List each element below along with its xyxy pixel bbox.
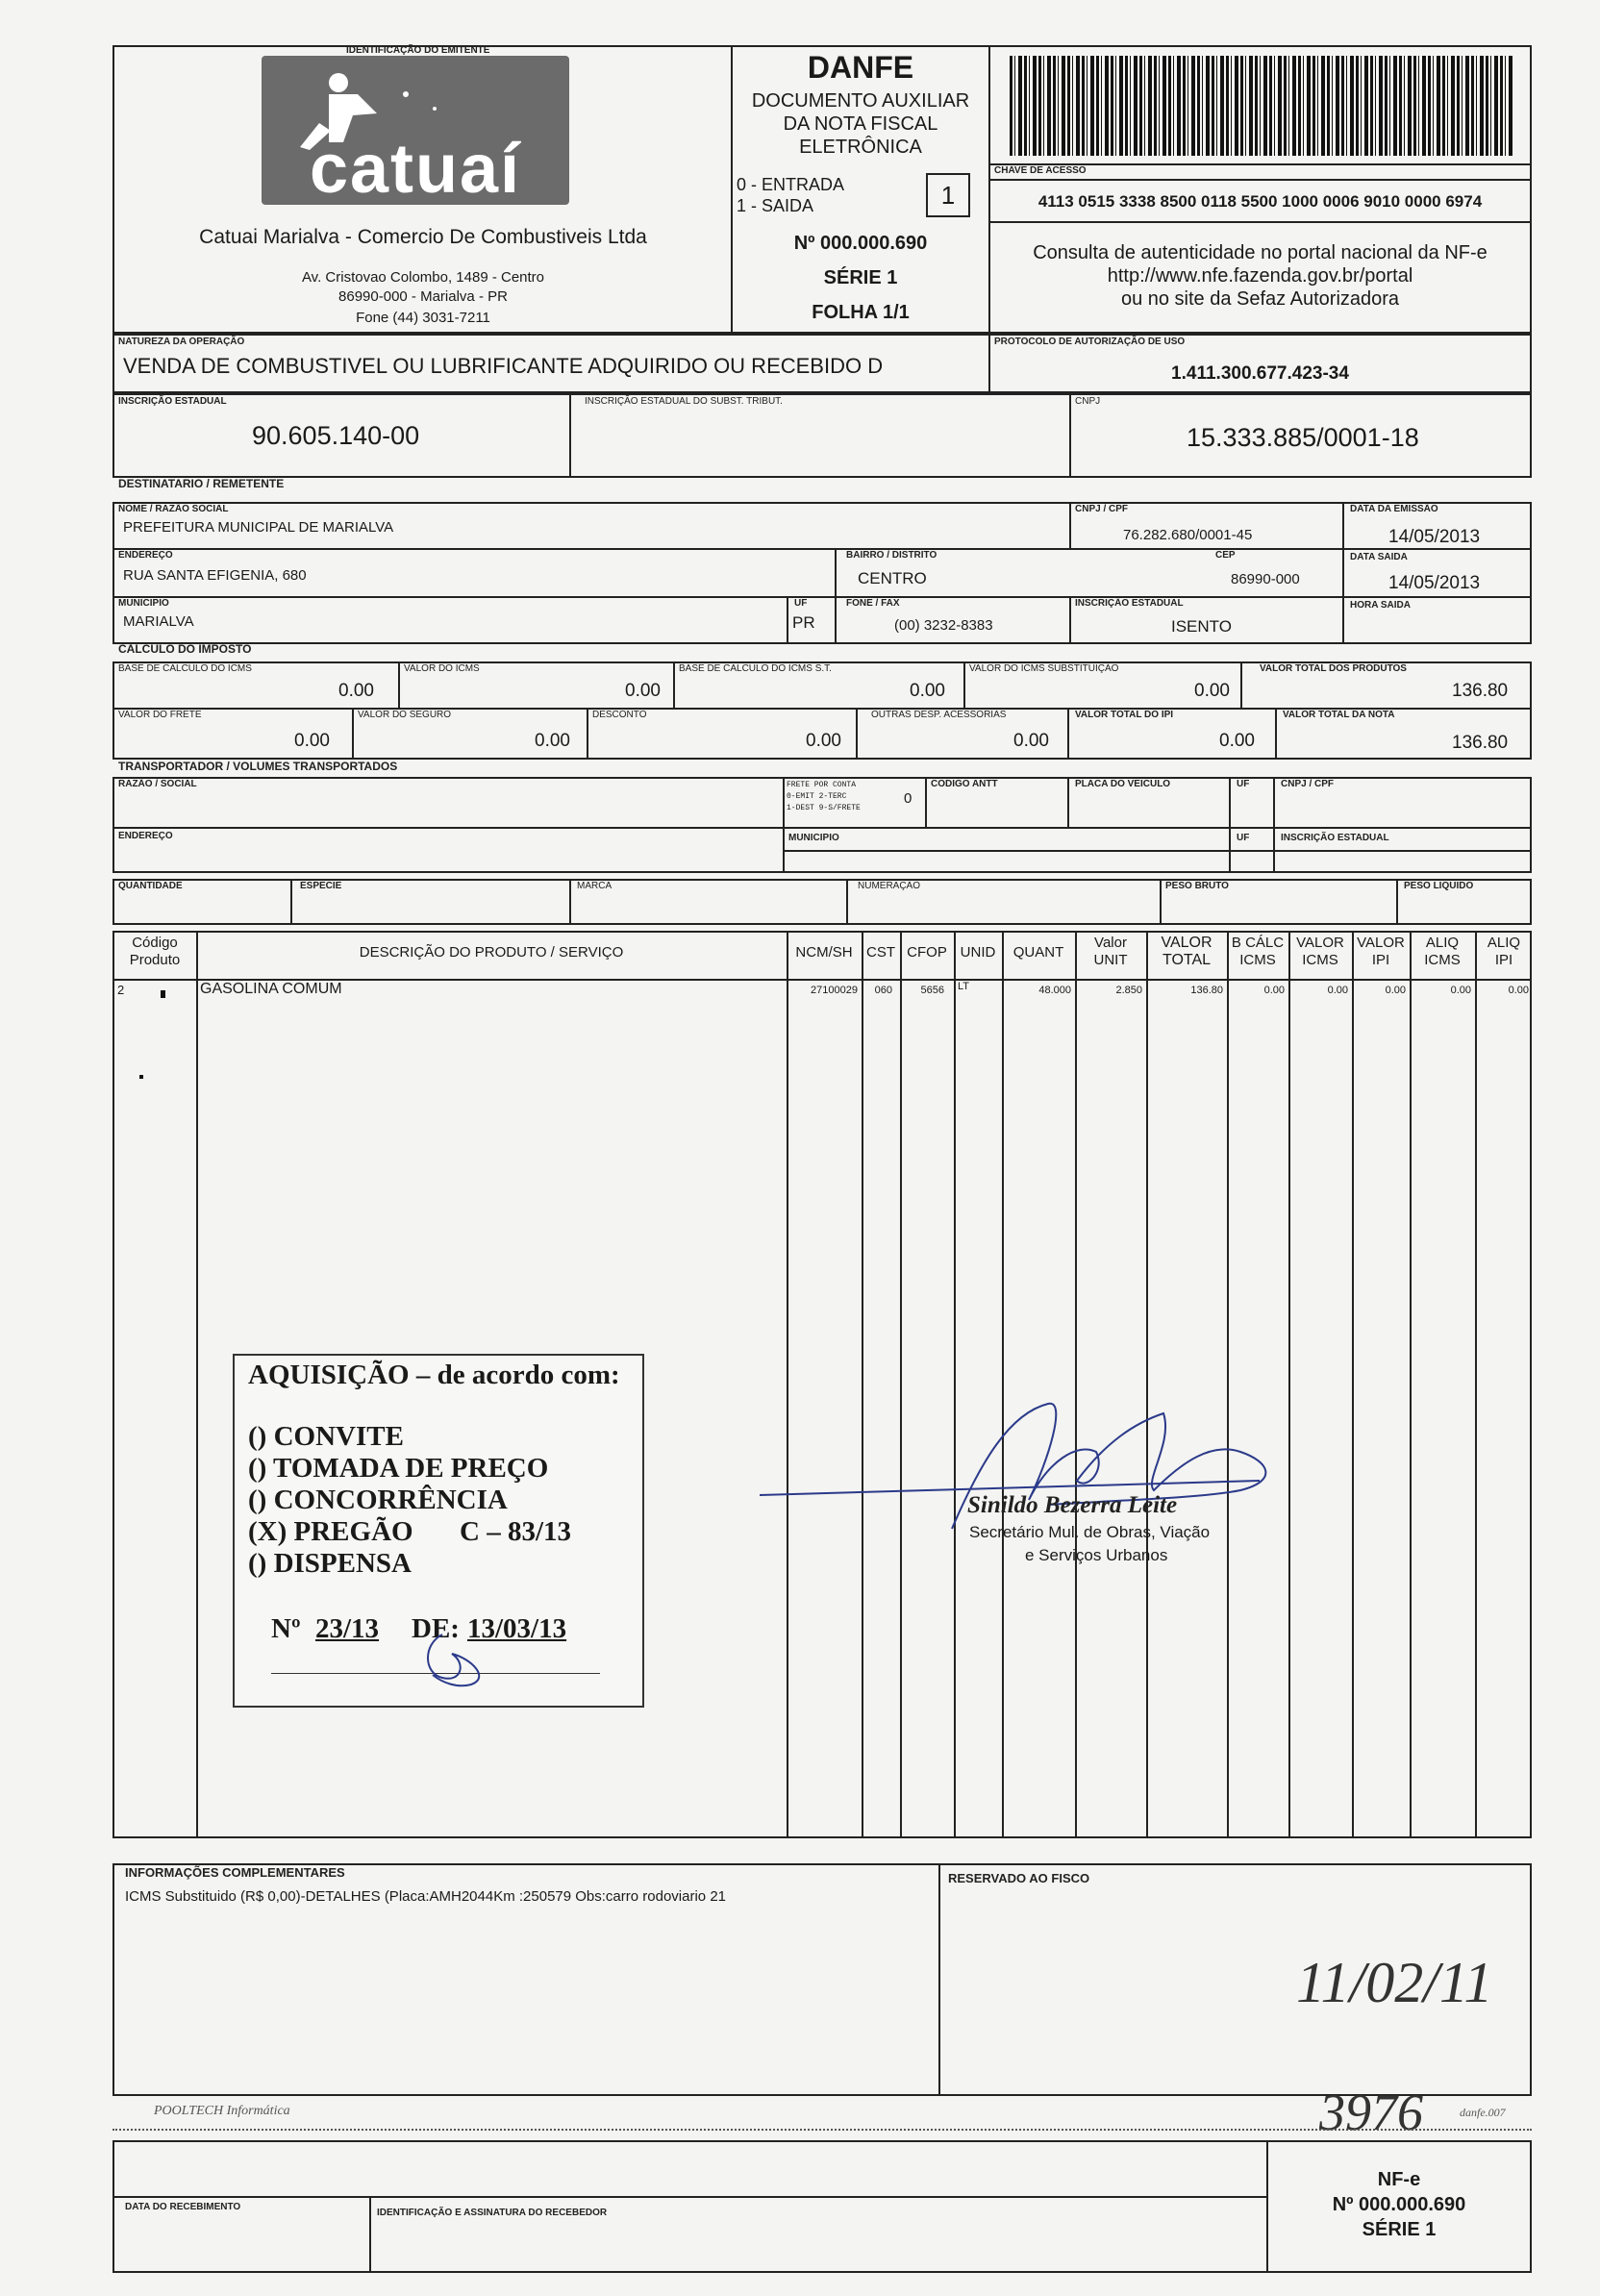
emitente-phone: Fone (44) 3031-7211 (356, 310, 490, 326)
bc-st: 0.00 (910, 681, 945, 701)
destinatario-section: DESTINATARIO / REMETENTE (118, 477, 285, 490)
vol-qtd-label: QUANTIDADE (118, 881, 183, 891)
dest-nome: PREFEITURA MUNICIPAL DE MARIALVA (123, 519, 394, 536)
cnpj-label: CNPJ (1075, 396, 1101, 407)
col-vtotal: VALOR TOTAL (1161, 935, 1212, 968)
seguro-label: VALOR DO SEGURO (358, 710, 452, 720)
dest-endereco-label: ENDEREÇO (118, 550, 173, 561)
cut-line (112, 2129, 1532, 2131)
dest-hora-label: HORA SAIDA (1350, 600, 1411, 611)
frete: 0.00 (294, 731, 330, 751)
danfe-subtitle2: DA NOTA FISCAL (783, 113, 938, 135)
item-cst: 060 (874, 985, 892, 996)
vol-numeracao-label: NUMERAÇÃO (858, 881, 921, 891)
item-vtotal: 136.80 (1190, 985, 1223, 996)
item-vicms: 0.00 (1327, 985, 1348, 996)
dest-fone-label: FONE / FAX (846, 598, 900, 609)
protocolo-value: 1.411.300.677.423-34 (1171, 363, 1349, 384)
desconto-label: DESCONTO (592, 710, 647, 720)
danfe-subtitle1: DOCUMENTO AUXILIAR (751, 90, 970, 112)
software-credit: POOLTECH Informática (154, 2104, 290, 2118)
transportador-box (112, 777, 1532, 873)
trans-frete-value: 0 (904, 790, 912, 807)
item-unid: LT (958, 981, 970, 992)
info-text: ICMS Substituido (R$ 0,00)-DETALHES (Placa:AMH2044Km :250579 Obs:carro rodoviario 21 (125, 1888, 726, 1905)
dest-data-saida: 14/05/2013 (1388, 573, 1481, 593)
trans-uf-label: UF (1237, 779, 1250, 789)
col-quant: QUANT (1012, 944, 1064, 961)
dest-nome-label: NOME / RAZÃO SOCIAL (118, 504, 229, 514)
recebimento-label: DATA DO RECEBIMENTO (125, 2202, 241, 2212)
stamp-pregao: (X) PREGÃO (248, 1516, 413, 1547)
natureza-value: VENDA DE COMBUSTIVEL OU LUBRIFICANTE ADQUIRIDO OU RECEBIDO D (123, 354, 884, 378)
dest-ie: ISENTO (1171, 617, 1232, 636)
assinatura-label: IDENTIFICAÇÃO E ASSINATURA DO RECEBEDOR (377, 2208, 608, 2218)
danfe-folha: FOLHA 1/1 (812, 302, 910, 323)
stamp-concorrencia: () CONCORRÊNCIA (248, 1485, 508, 1515)
consulta-line3: ou no site da Sefaz Autorizadora (1120, 288, 1400, 310)
item-codigo: 2 (117, 983, 125, 997)
col-cst: CST (866, 944, 895, 961)
col-ncm: NCM/SH (795, 944, 853, 961)
trans-endereco-label: ENDEREÇO (118, 831, 173, 841)
v-icms-label: VALOR DO ICMS (404, 663, 480, 674)
trans-ie-label: INSCRIÇÃO ESTADUAL (1281, 833, 1389, 843)
emitente-address2: 86990-000 - Marialva - PR (338, 288, 508, 305)
col-vicms: VALOR ICMS (1296, 935, 1344, 968)
item-ncm: 27100029 (811, 985, 858, 996)
footer-serie: SÉRIE 1 (1362, 2219, 1437, 2240)
protocolo-label: PROTOCOLO DE AUTORIZAÇÃO DE USO (994, 337, 1186, 347)
danfe-tipo-box: 1 (926, 173, 970, 217)
stamp-num-label: Nº (271, 1613, 301, 1644)
danfe-saida: 1 - SAIDA (737, 196, 814, 215)
stamp-de: 13/03/13 (467, 1613, 567, 1644)
footer-nfe: NF-e (1377, 2169, 1421, 2190)
col-unid: UNID (960, 944, 996, 961)
danfe-ref: danfe.007 (1460, 2106, 1506, 2119)
trans-placa-label: PLACA DO VEICULO (1075, 779, 1171, 789)
dest-cnpj-label: CNPJ / CPF (1075, 504, 1129, 514)
bc-icms: 0.00 (338, 681, 374, 701)
item-aipi: 0.00 (1508, 985, 1529, 996)
dest-municipio: MARIALVA (123, 613, 194, 630)
danfe-title: DANFE (807, 50, 914, 85)
ie-label: INSCRIÇÃO ESTADUAL (118, 396, 227, 407)
natureza-label: NATUREZA DA OPERAÇÃO (118, 337, 245, 347)
bullet-mark (161, 990, 165, 998)
signature-role2: e Serviços Urbanos (1025, 1546, 1168, 1564)
cnpj-value: 15.333.885/0001-18 (1187, 423, 1419, 452)
stamp-dispensa: () DISPENSA (248, 1548, 412, 1579)
trans-razao-label: RAZÃO / SOCIAL (118, 779, 197, 789)
dest-fone: (00) 3232-8383 (894, 617, 993, 634)
signature-name: Sinildo Bezerra Leite (967, 1492, 1178, 1518)
col-cfop: CFOP (907, 944, 947, 961)
dest-ie-label: INSCRIÇÃO ESTADUAL (1075, 598, 1184, 609)
item-vunit: 2.850 (1115, 985, 1142, 996)
stamp-de-label: DE: (412, 1613, 460, 1644)
item-aicms: 0.00 (1450, 985, 1471, 996)
stamp-tomada: () TOMADA DE PREÇO (248, 1453, 549, 1484)
ie-st-label: INSCRIÇÃO ESTADUAL DO SUBST. TRIBUT. (585, 396, 783, 407)
imposto-section: CALCULO DO IMPOSTO (118, 642, 252, 656)
footer-numero: Nº 000.000.690 (1332, 2194, 1466, 2215)
consulta-line2: http://www.nfe.fazenda.gov.br/portal (1107, 265, 1413, 287)
dest-cnpj: 76.282.680/0001-45 (1123, 527, 1253, 543)
trans-uf2-label: UF (1237, 833, 1250, 843)
seguro: 0.00 (535, 731, 570, 751)
dot-mark (139, 1075, 143, 1079)
chave-label: CHAVE DE ACESSO (994, 165, 1087, 176)
ipi-label: VALOR TOTAL DO IPI (1075, 710, 1174, 720)
frete-label: VALOR DO FRETE (118, 710, 202, 720)
bc-icms-label: BASE DE CALCULO DO ICMS (118, 663, 252, 674)
stamp-initials-scribble (413, 1625, 500, 1692)
vol-peso-bruto-label: PESO BRUTO (1165, 881, 1229, 891)
trans-frete-l2: 0-EMIT 2-TERC (787, 792, 847, 801)
stamp-title: AQUISIÇÃO – de acordo com: (248, 1360, 620, 1390)
item-vipi: 0.00 (1385, 985, 1406, 996)
col-codigo: Código Produto (129, 935, 181, 968)
v-st-label: VALOR DO ICMS SUBSTITUIÇÃO (969, 663, 1119, 674)
info-label: INFORMAÇÕES COMPLEMENTARES (125, 1865, 345, 1880)
trans-antt-label: CODIGO ANTT (931, 779, 998, 789)
col-bcicms: B CÁLC ICMS (1231, 935, 1285, 968)
barcode (1010, 56, 1514, 156)
dest-bairro: CENTRO (858, 569, 927, 587)
danfe-serie: SÉRIE 1 (823, 267, 898, 288)
fisco-label: RESERVADO AO FISCO (948, 1871, 1090, 1885)
chave-value: 4113 0515 3338 8500 0118 5500 1000 0006 9010 0000 6974 (1038, 192, 1483, 211)
dest-data-emissao-label: DATA DA EMISSÃO (1350, 504, 1438, 514)
handwritten-date: 11/02/11 (1296, 1951, 1493, 2014)
vol-especie-label: ESPECIE (300, 881, 342, 891)
item-cfop: 5656 (920, 985, 944, 996)
danfe-numero: Nº 000.000.690 (793, 233, 928, 254)
col-vipi: VALOR IPI (1357, 935, 1405, 968)
vol-peso-liq-label: PESO LIQUIDO (1404, 881, 1474, 891)
col-aicms: ALIQ ICMS (1424, 935, 1461, 968)
v-nota: 136.80 (1452, 733, 1509, 753)
v-st: 0.00 (1194, 681, 1230, 701)
item-bcicms: 0.00 (1263, 985, 1285, 996)
consulta-line1: Consulta de autenticidade no portal nacional da NF-e (1033, 242, 1488, 263)
trans-frete-l3: 1-DEST 9-S/FRETE (787, 804, 861, 812)
signature-role1: Secretário Mul. de Obras, Viação (969, 1523, 1211, 1541)
trans-municipio-label: MUNICIPIO (788, 833, 839, 843)
ipi: 0.00 (1219, 731, 1255, 751)
stamp-num: 23/13 (315, 1613, 380, 1644)
dest-cep-label: CEP (1215, 550, 1236, 561)
emitente-name: Catuai Marialva - Comercio De Combustiveis Ltda (199, 226, 647, 248)
v-nota-label: VALOR TOTAL DA NOTA (1283, 710, 1395, 720)
transportador-section: TRANSPORTADOR / VOLUMES TRANSPORTADOS (118, 760, 398, 773)
trans-frete-l1: FRETE POR CONTA (787, 781, 857, 789)
outras-label: OUTRAS DESP. ACESSORIAS (871, 710, 1007, 720)
danfe-subtitle3: ELETRÔNICA (799, 137, 922, 158)
trans-cnpj-label: CNPJ / CPF (1281, 779, 1335, 789)
stamp-convite: () CONVITE (248, 1421, 404, 1452)
desconto: 0.00 (806, 731, 841, 751)
dest-uf-label: UF (794, 598, 808, 609)
v-icms: 0.00 (625, 681, 661, 701)
col-vunit: Valor UNIT (1093, 935, 1128, 968)
dest-municipio-label: MUNICIPIO (118, 598, 169, 609)
handwritten-number: 3976 (1319, 2084, 1423, 2141)
outras: 0.00 (1013, 731, 1049, 751)
col-aipi: ALIQ IPI (1487, 935, 1521, 968)
dest-data-emissao: 14/05/2013 (1388, 527, 1481, 547)
item-descricao: GASOLINA COMUM (200, 981, 342, 997)
emitente-label: IDENTIFICAÇÃO DO EMITENTE (346, 45, 490, 56)
company-logo (262, 56, 569, 205)
bc-st-label: BASE DE CALCULO DO ICMS S.T. (679, 663, 832, 674)
item-quant: 48.000 (1038, 985, 1071, 996)
dest-uf: PR (792, 613, 815, 632)
v-prod: 136.80 (1452, 681, 1509, 701)
ie-value: 90.605.140-00 (252, 421, 420, 450)
logo-text: catuaí (309, 131, 522, 205)
dest-endereco: RUA SANTA EFIGENIA, 680 (123, 567, 307, 584)
dest-cep: 86990-000 (1231, 571, 1300, 587)
dest-bairro-label: BAIRRO / DISTRITO (846, 550, 938, 561)
danfe-entrada: 0 - ENTRADA (737, 175, 845, 194)
v-prod-label: VALOR TOTAL DOS PRODUTOS (1260, 663, 1407, 674)
col-descricao: DESCRIÇÃO DO PRODUTO / SERVIÇO (359, 944, 624, 961)
dest-data-saida-label: DATA SAIDA (1350, 552, 1408, 562)
vol-marca-label: MARCA (577, 881, 612, 891)
stamp-pregao-num: C – 83/13 (460, 1516, 571, 1547)
emitente-address1: Av. Cristovao Colombo, 1489 - Centro (301, 269, 545, 286)
